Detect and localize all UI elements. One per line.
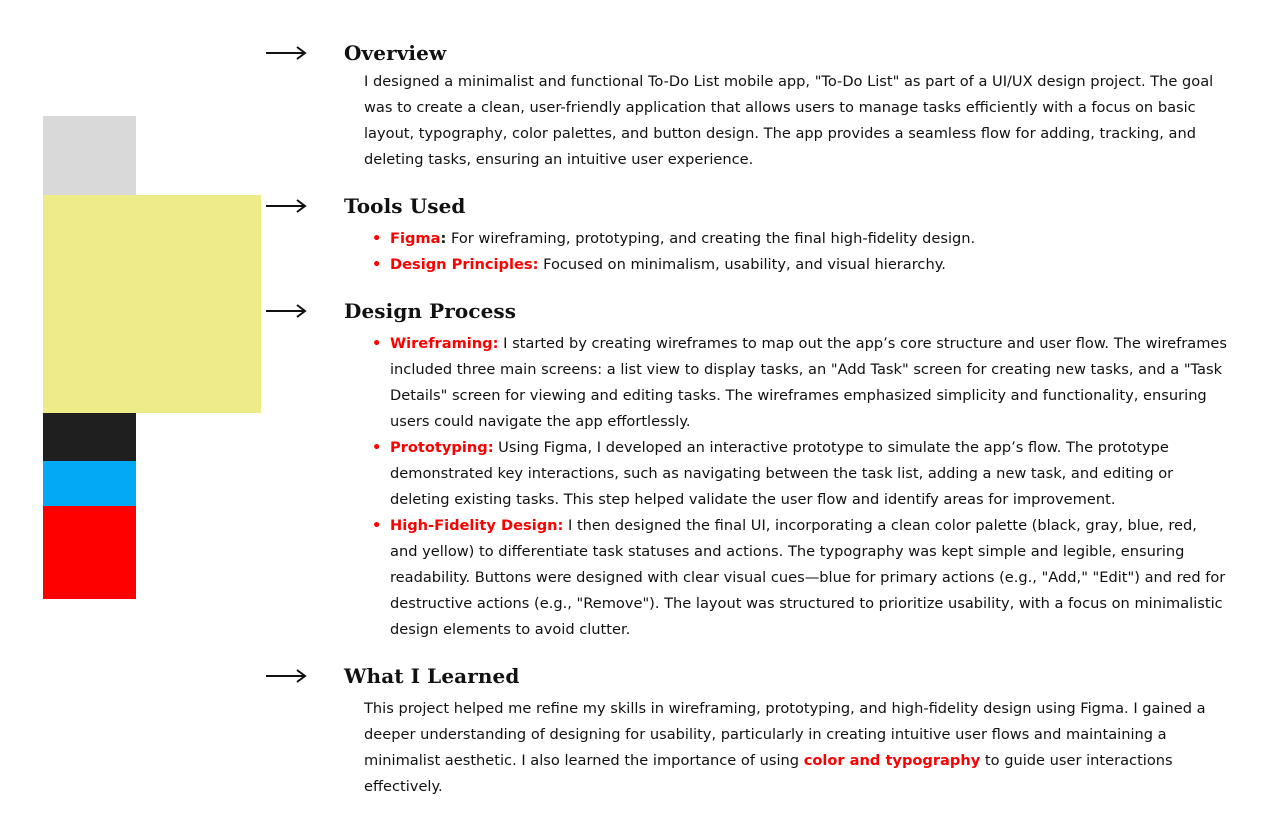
- list-item-term: High-Fidelity Design:: [390, 517, 564, 534]
- list-item-text: Using Figma, I developed an interactive prototype to simulate the app’s flow. The prototype demonstrated key interactions, such as navigating between the task list, adding a new task, and editing or deleting existing tasks. This step helped validate the user flow and identify areas for improvement.: [390, 439, 1174, 508]
- bullet-icon: •: [372, 517, 382, 534]
- bullet-icon: •: [372, 230, 382, 247]
- list-item-term: Prototyping:: [390, 439, 494, 456]
- learned-text-before: This project helped me refine my skills in wireframing, prototyping, and high-fidelity design using Figma. I gained a deeper understanding of designing for usability, particularly in creating intuitive user flows and maintaining a minimalist aesthetic. I also learned the importance of using: [364, 700, 1206, 769]
- list-item-colon: :: [440, 230, 447, 247]
- list-item: [372, 226, 1228, 252]
- what-i-learned-heading: What I Learned: [344, 664, 520, 688]
- list-item: [372, 331, 1228, 435]
- palette-swatch-black: [43, 413, 136, 461]
- design-process-heading: Design Process: [344, 299, 517, 323]
- design-process-list: [372, 331, 1228, 643]
- tools-heading: Tools Used: [344, 194, 466, 218]
- right-arrow-icon: [265, 304, 307, 318]
- list-item-text: For wireframing, prototyping, and creating the final high-fidelity design.: [446, 230, 976, 247]
- list-item-term: Wireframing:: [390, 335, 499, 352]
- what-i-learned-text: [364, 696, 1226, 800]
- bullet-icon: •: [372, 335, 382, 352]
- bullet-icon: •: [372, 439, 382, 456]
- right-arrow-icon: [265, 199, 307, 213]
- overview-heading: Overview: [344, 41, 447, 65]
- list-item: [372, 435, 1228, 513]
- bullet-icon: •: [372, 256, 382, 273]
- palette-swatch-red: [43, 506, 136, 599]
- tools-list: [372, 226, 1228, 278]
- learned-text-after: to guide user interactions effectively.: [364, 752, 1173, 795]
- palette-swatch-gray: [43, 116, 136, 195]
- palette-swatch-yellow: [43, 195, 261, 413]
- list-item: [372, 252, 1228, 278]
- list-item-text: Focused on minimalism, usability, and visual hierarchy.: [538, 256, 946, 273]
- right-arrow-icon: [265, 46, 307, 60]
- list-item-text: I then designed the final UI, incorporating a clean color palette (black, gray, blue, red, and yellow) to differentiate task statuses and actions. The typography was kept simple and legible, ensuring readability. Buttons were designed with clear visual cues—blue for primary actions (e.g., "Add," "Edit") and red for destructive actions (e.g., "Remove"). The layout was structured to prioritize usability, with a focus on minimalistic design elements to avoid clutter.: [390, 517, 1226, 638]
- list-item: [372, 513, 1228, 643]
- list-item-text: I started by creating wireframes to map out the app’s core structure and user flow. The wireframes included three main screens: a list view to display tasks, an "Add Task" screen for creating new tasks, and a "Task Details" screen for viewing and editing tasks. The wireframes emphasized simplicity and functionality, ensuring users could navigate the app effortlessly.: [390, 335, 1228, 430]
- overview-text: I designed a minimalist and functional To-Do List mobile app, "To-Do List" as part of a UI/UX design project. The goal was to create a clean, user-friendly application that allows users to manage tasks efficiently with a focus on basic layout, typography, color palettes, and button design. The app provides a seamless flow for adding, tracking, and deleting tasks, ensuring an intuitive user experience.: [364, 73, 1214, 168]
- list-item-term: Figma: [390, 230, 441, 247]
- palette-swatch-blue: [43, 461, 136, 506]
- list-item-term: Design Principles:: [390, 256, 539, 273]
- learned-highlight: color and typography: [803, 752, 981, 769]
- right-arrow-icon: [265, 669, 307, 683]
